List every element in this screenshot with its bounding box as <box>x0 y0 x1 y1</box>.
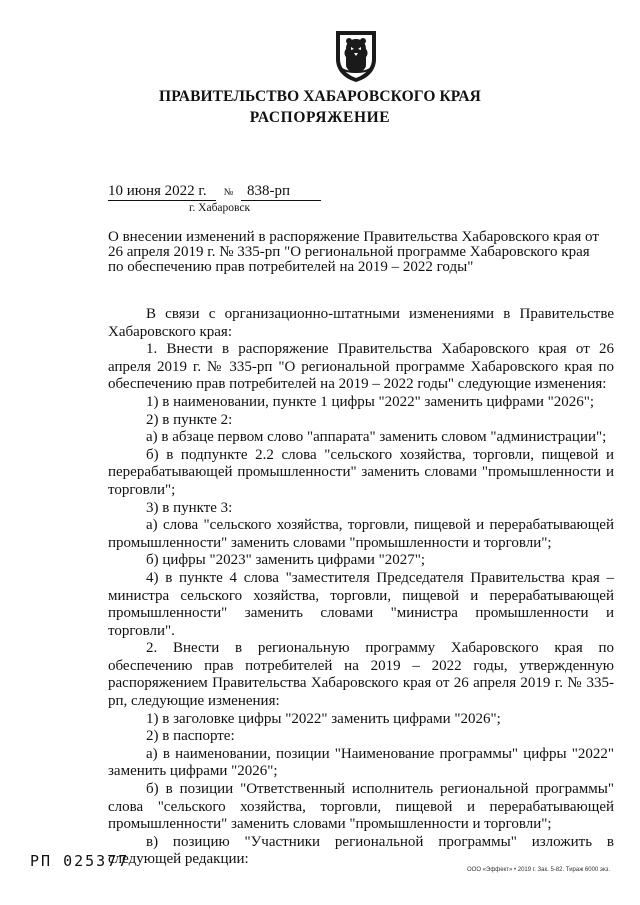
paragraph: 1) в заголовке цифры "2022" заменить цифрами "2026"; <box>146 710 501 727</box>
paragraph: 1) в наименовании, пункте 1 цифры "2022" заменить цифрами "2026"; <box>146 393 595 410</box>
paragraph: б) в подпункте 2.2 слова "сельского хозяйства, торговли, пищевой и перерабатывающей промышленности" заменить словами "промышленности и торговли"; <box>108 446 614 498</box>
subject-line: 26 апреля 2019 г. № 335-рп "О региональной программе Хабаровского края <box>108 244 590 260</box>
coat-of-arms-icon <box>332 29 380 83</box>
paragraph: а) слова "сельского хозяйства, торговли, пищевой и перерабатывающей промышленности" заменить словами "промышленности и торговли"; <box>108 517 614 551</box>
document-body <box>108 306 614 869</box>
number-label: № <box>223 187 234 198</box>
paragraph: В связи с организационно-штатными изменениями в Правительстве Хабаровского края: <box>108 306 614 340</box>
document-number: 838-рп <box>241 183 321 201</box>
paragraph: б) цифры "2023" заменить цифрами "2027"; <box>146 552 426 569</box>
document-date: 10 июня 2022 г. <box>108 183 216 201</box>
printer-imprint: ООО «Эффект» • 2019 г. Зак. 5-82. Тираж 6000 экз. <box>467 867 611 873</box>
paragraph: 3) в пункте 3: <box>146 499 233 516</box>
paragraph: 1. Внести в распоряжение Правительства Хабаровского края от 26 апреля 2019 г. № 335-рп "О региональной программе Хабаровского края по обеспечению прав потребителей на 2019 – 2022 годы" следующие изменения: <box>108 341 614 393</box>
subject-line: О внесении изменений в распоряжение Правительства Хабаровского края от <box>108 229 599 245</box>
paragraph: 2) в пункте 2: <box>146 411 233 428</box>
document-kind: РАСПОРЯЖЕНИЕ <box>249 109 391 126</box>
paragraph: а) в абзаце первом слово "аппарата" заменить словом "администрации"; <box>146 429 607 446</box>
paragraph: а) в наименовании, позиции "Наименование программы" цифры "2022" заменить цифрами "2026"; <box>108 745 614 780</box>
paragraph: 2. Внести в региональную программу Хабаровского края по обеспечению прав потребителей на 2019 – 2022 годы, утвержденную распоряжением Правительства Хабаровского края от 26 апреля 2019 г. № 335-рп, следующие изменения: <box>108 640 614 710</box>
subject-line: по обеспечению прав потребителей на 2019 – 2022 годы" <box>108 259 474 275</box>
paragraph: 2) в паспорте: <box>146 728 235 745</box>
paragraph: 4) в пункте 4 слова "заместителя Председателя Правительства края – министра сельского хозяйства, торговли, пищевой и перерабатывающей промышленности" заменить словами "министра промышленности и торговли". <box>108 569 614 639</box>
city: г. Хабаровск <box>189 202 251 214</box>
paragraph: б) в позиции "Ответственный исполнитель региональной программы" слова "сельского хозяйства, торговли, пищевой и перерабатывающей промышленности" заменить словами "промышленности и торговли"; <box>108 781 614 833</box>
document-subject <box>108 230 614 275</box>
paragraph: в) позицию "Участники региональной программы" изложить в следующей редакции: <box>108 833 614 868</box>
government-title: ПРАВИТЕЛЬСТВО ХАБАРОВСКОГО КРАЯ <box>159 88 481 105</box>
form-serial-code: РП 025377 <box>30 852 130 870</box>
date-number-line <box>108 183 321 201</box>
